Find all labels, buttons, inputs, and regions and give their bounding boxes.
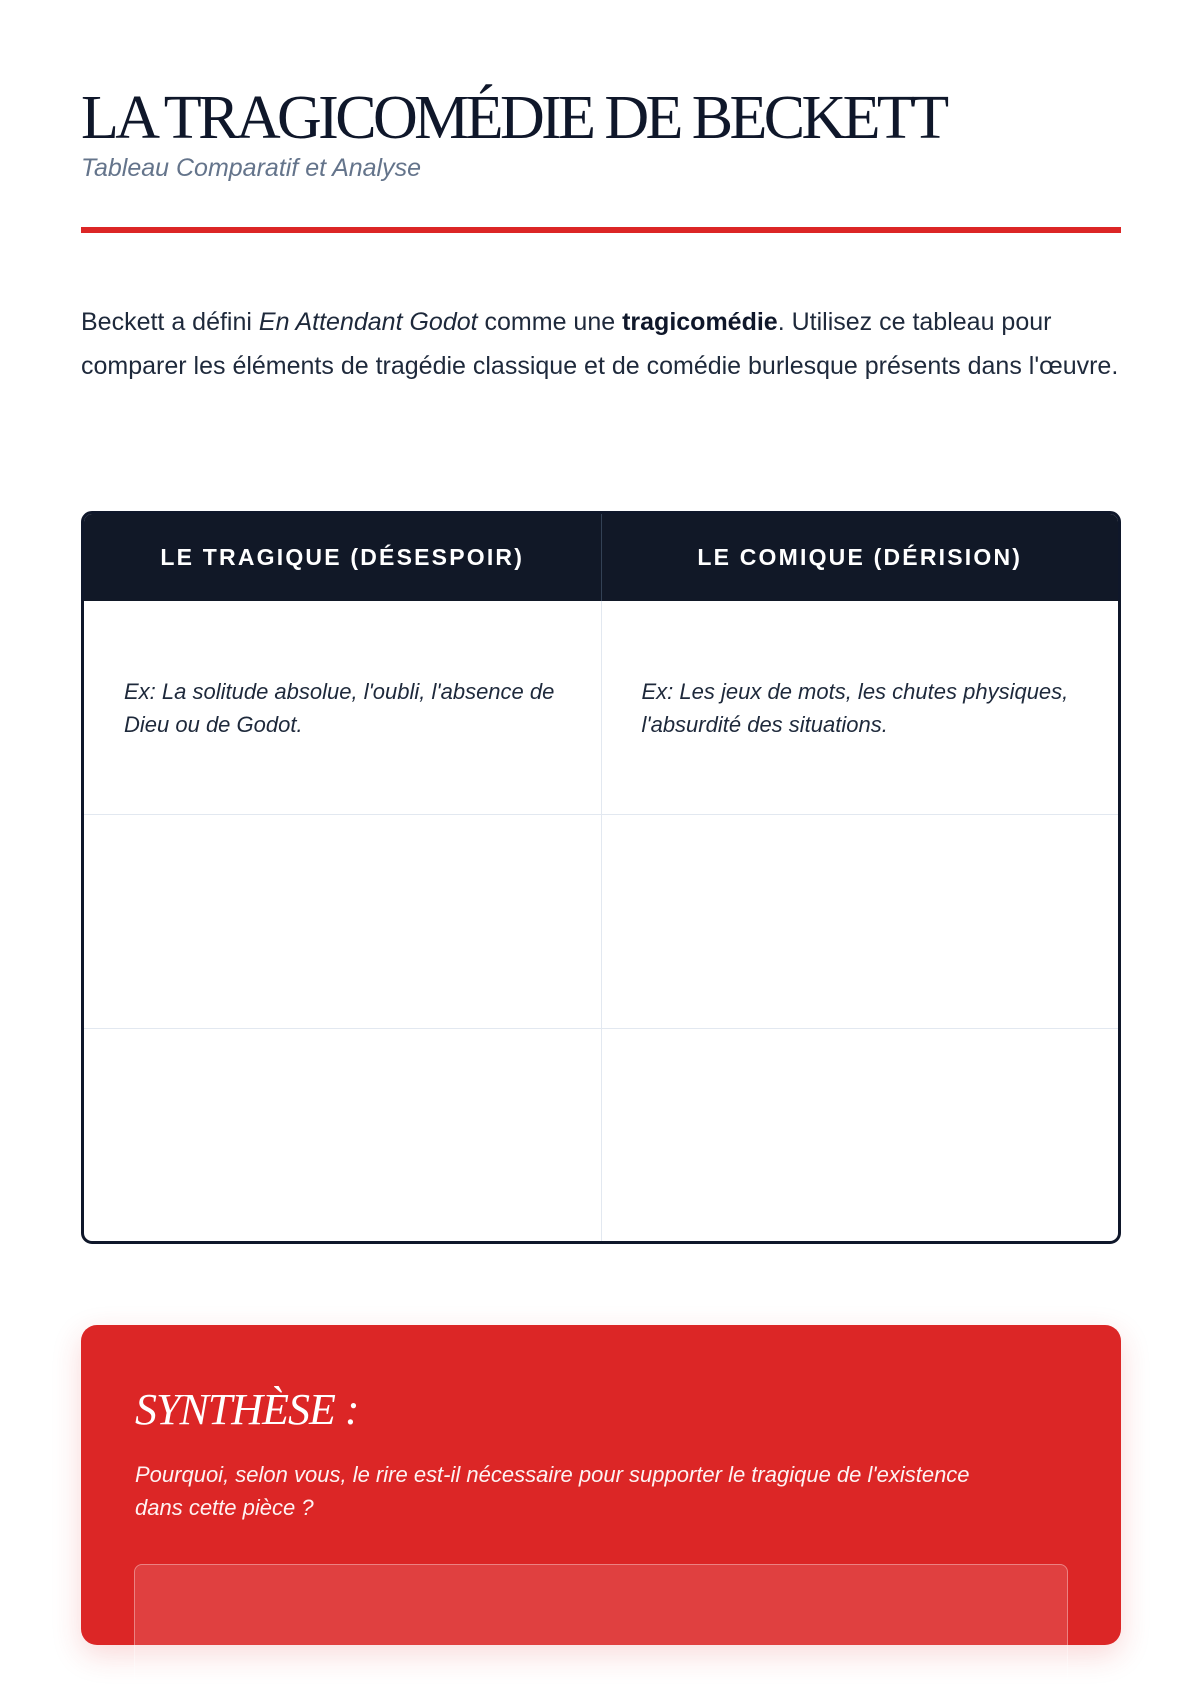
synthese-card [81, 1325, 1121, 1645]
table-row [84, 815, 1118, 1029]
accent-divider [81, 227, 1121, 233]
column-header-comique: LE COMIQUE (DÉRISION) [601, 514, 1118, 601]
table-cell-tragique[interactable] [84, 815, 601, 1029]
synthese-title: SYNTHÈSE : [135, 1385, 359, 1434]
table-cell-comique[interactable] [601, 1029, 1118, 1243]
page-subtitle: Tableau Comparatif et Analyse [81, 154, 422, 182]
table-row [84, 601, 1118, 815]
intro-text-2: comme une [477, 308, 623, 336]
page-header [81, 86, 1121, 183]
intro-text-3: . Utilisez ce tableau pour comparer les éléments de tragédie classique et de comédie burlesque présents dans l'œuvre. [81, 308, 1119, 380]
table-cell-comique[interactable]: Ex: Les jeux de mots, les chutes physiques, l'absurdité des situations. [641, 678, 1069, 737]
column-header-tragique: LE TRAGIQUE (DÉSESPOIR) [84, 514, 601, 601]
intro-text-1: Beckett a défini [81, 308, 259, 336]
work-title: En Attendant Godot [258, 308, 478, 336]
synthese-question: Pourquoi, selon vous, le rire est-il nécessaire pour supporter le tragique de l'existence dans cette pièce ? [135, 1462, 970, 1520]
intro-keyword: tragicomédie [622, 308, 778, 336]
table-cell-comique[interactable] [601, 815, 1118, 1029]
table-cell-tragique[interactable]: Ex: La solitude absolue, l'oubli, l'absence de Dieu ou de Godot. [84, 601, 601, 815]
page-title: LA TRAGICOMÉDIE DE BECKETT [81, 84, 946, 152]
table-row [84, 1029, 1118, 1243]
intro-paragraph [81, 301, 1126, 388]
synthese-answer-field[interactable] [134, 1564, 1068, 1684]
table-cell-tragique[interactable] [84, 1029, 601, 1243]
comparison-table [81, 511, 1121, 1244]
